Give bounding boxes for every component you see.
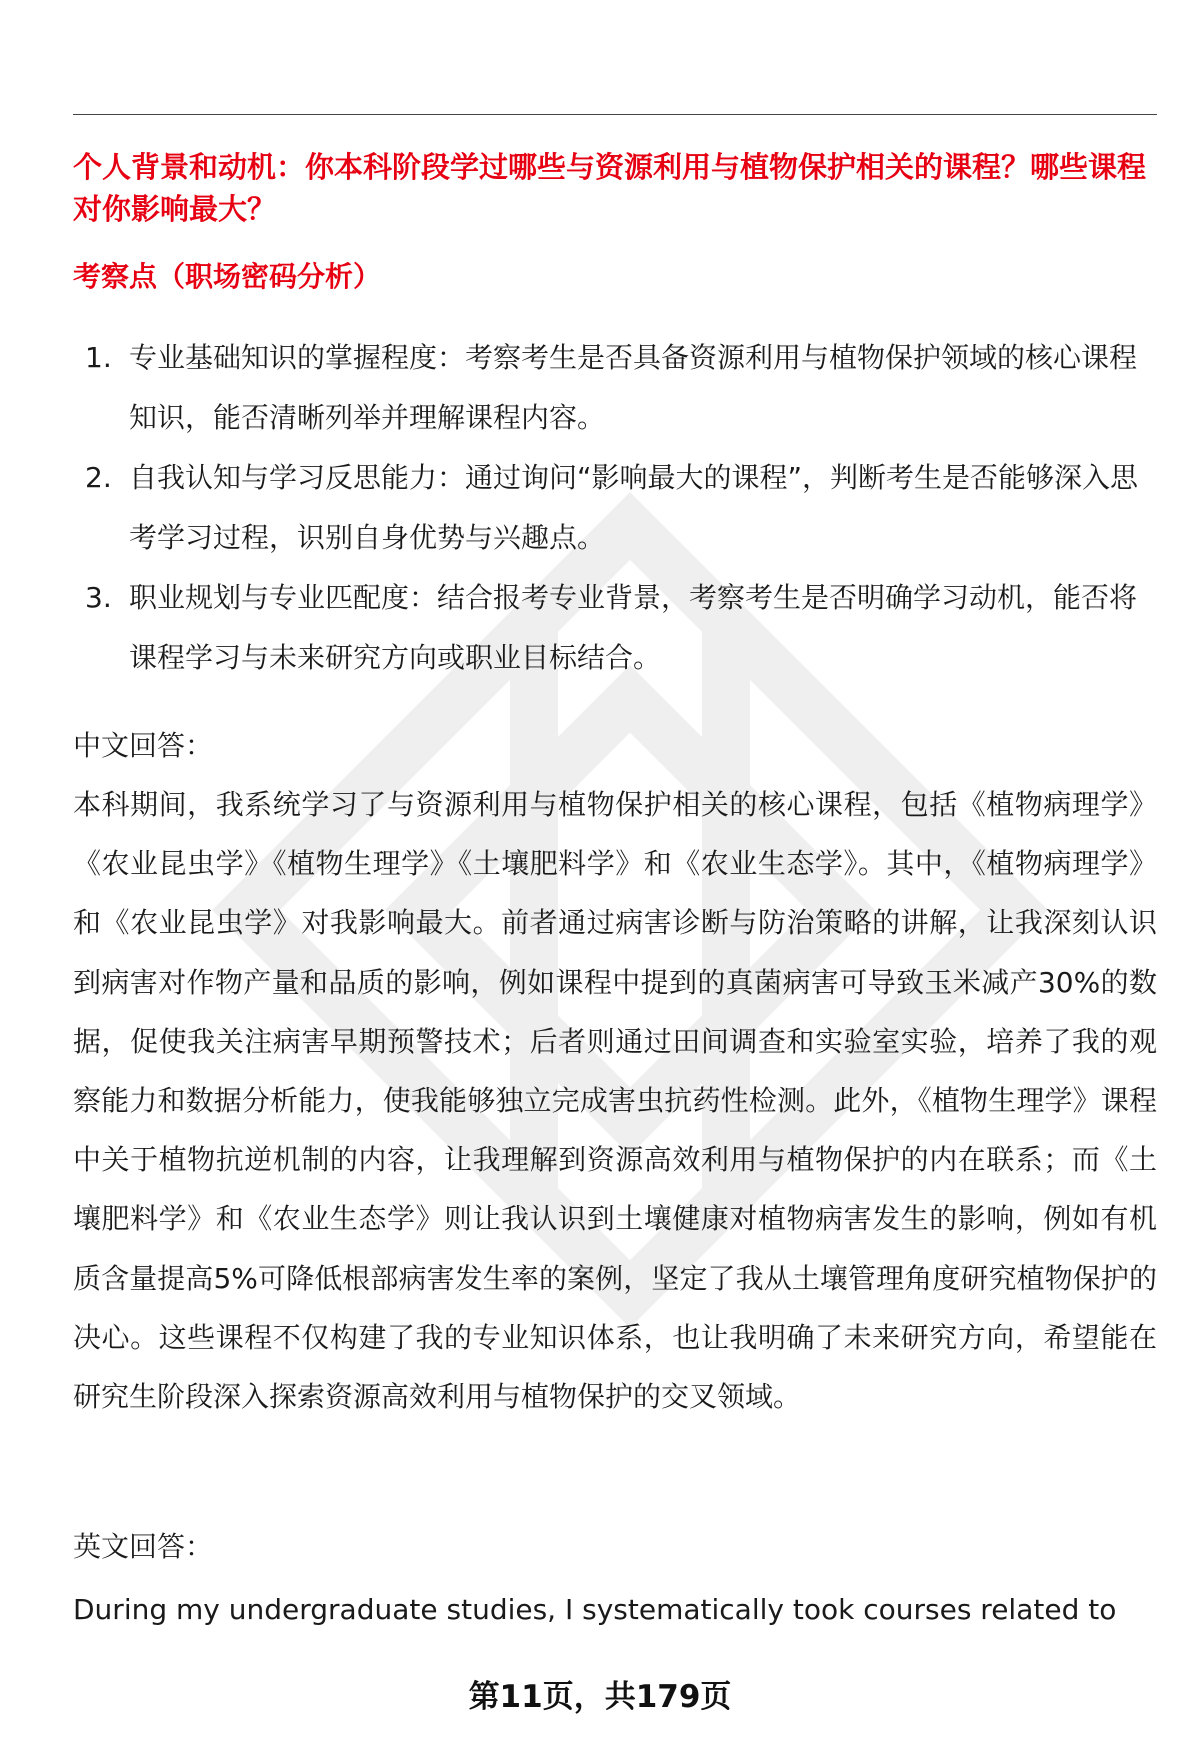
chinese-answer-text: 本科期间，我系统学习了与资源利用与植物保护相关的核心课程，包括《植物病理学》《农业昆虫学》《植物生理学》《土壤肥料学》和《农业生态学》。其中，《植物病理学》和《农业昆虫学》对我影响最大。前者通过病害诊断与防治策略的讲解，让我深刻认识到病害对作物产量和品质的影响，例如课程中提到的真菌病害可导致玉米减产30%的数据，促使我关注病害早期预警技术；后者则通过田间调查和实验室实验，培养了我的观察能力和数据分析能力，使我能够独立完成害虫抗药性检测。此外，《植物生理学》课程中关于植物抗逆机制的内容，让我理解到资源高效利用与植物保护的内在联系；而《土壤肥料学》和《农业生态学》则让我认识到土壤健康对植物病害发生的影响，例如有机质含量提高5%可降低根部病害发生率的案例，坚定了我从土壤管理角度研究植物保护的决心。这些课程不仅构建了我的专业知识体系，也让我明确了未来研究方向，希望能在研究生阶段深入探索资源高效利用与植物保护的交叉领域。 <box>73 788 1157 1414</box>
chinese-answer-label: 中文回答： <box>73 729 214 762</box>
analysis-point <box>73 448 1163 568</box>
point-number: 1. <box>85 341 112 374</box>
question-heading: 个人背景和动机：你本科阶段学过哪些与资源利用与植物保护相关的课程？哪些课程对你影响最大？ <box>73 150 1147 226</box>
analysis-point <box>73 568 1163 688</box>
point-text: 专业基础知识的掌握程度：考察考生是否具备资源利用与植物保护领域的核心课程知识，能否清晰列举并理解课程内容。 <box>129 341 1138 434</box>
english-answer-label: 英文回答： <box>73 1530 214 1563</box>
point-number: 2. <box>85 461 112 494</box>
top-divider <box>73 114 1157 115</box>
analysis-points-list <box>73 328 1163 688</box>
analysis-point <box>73 328 1163 448</box>
page-number-footer: 第11页，共179页 <box>468 1679 732 1715</box>
analysis-title: 考察点（职场密码分析） <box>73 260 382 293</box>
point-text: 自我认知与学习反思能力：通过询问“影响最大的课程”，判断考生是否能够深入思考学习过程，识别自身优势与兴趣点。 <box>129 461 1139 554</box>
english-answer-text: During my undergraduate studies, I systematically took courses related to <box>73 1593 1117 1626</box>
point-number: 3. <box>85 581 112 614</box>
point-text: 职业规划与专业匹配度：结合报考专业背景，考察考生是否明确学习动机，能否将课程学习与未来研究方向或职业目标结合。 <box>129 581 1138 674</box>
